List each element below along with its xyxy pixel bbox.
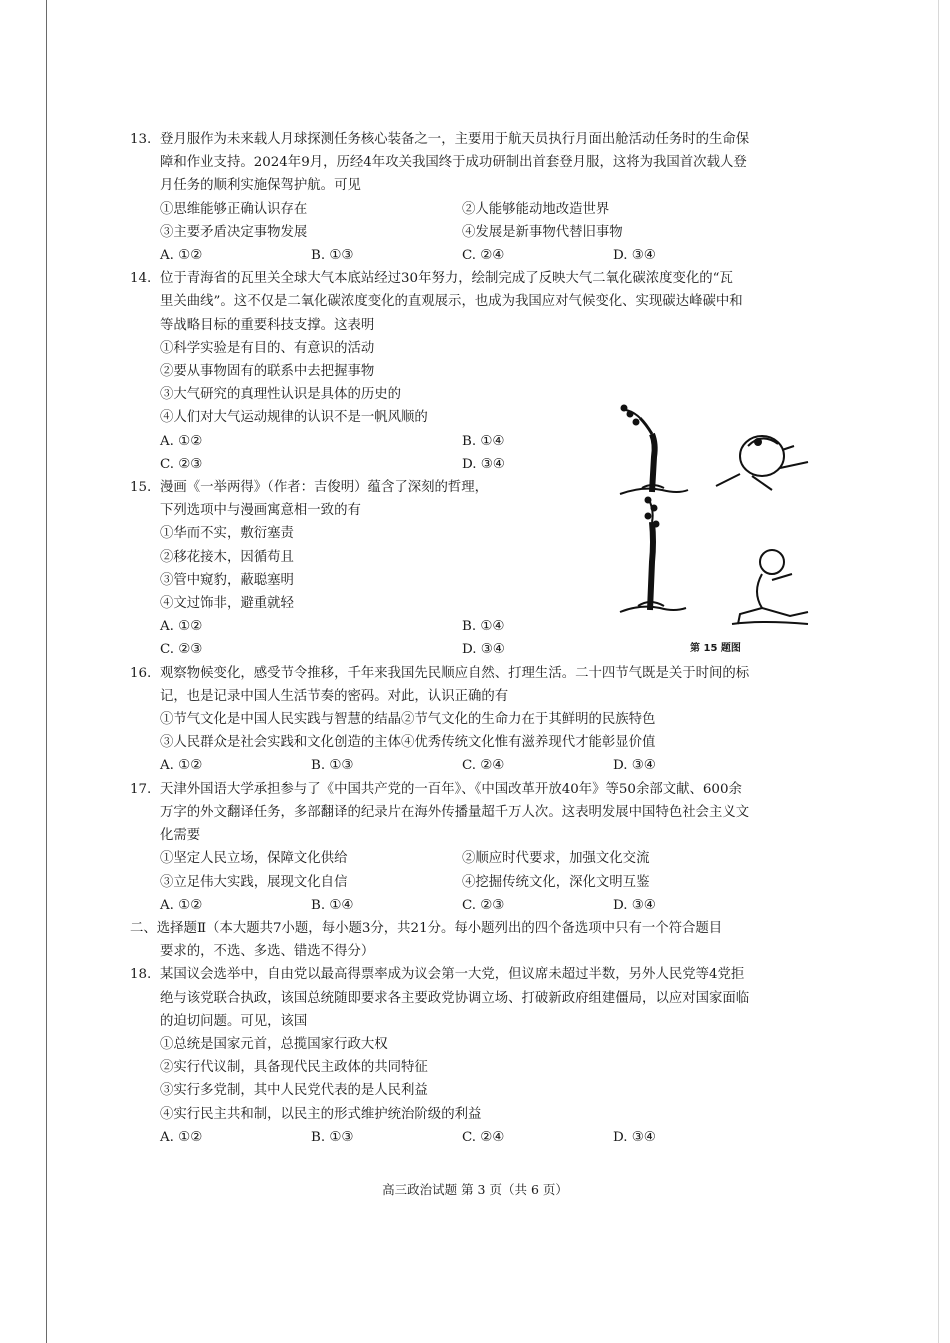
question-stem-line: 漫画《一举两得》（作者：吉俊明）蕴含了深刻的哲理， [160, 480, 489, 496]
question-18 [130, 963, 830, 1149]
option-item: ④文过饰非，避重就轻 [160, 596, 294, 612]
answer-choice: C. ②④ [462, 758, 505, 774]
question-stem-line: 天津外国语大学承担参与了《中国共产党的一百年》、《中国改革开放40年》等50余部文献、600余 [160, 781, 742, 797]
section-heading-line: 要求的，不选、多选、错选不得分） [160, 944, 375, 960]
option-item: ③立足伟大实践，展现文化自信 [160, 874, 348, 890]
option-item: ④实行民主共和制，以民主的形式维护统治阶级的利益 [160, 1106, 482, 1122]
page-footer: 高三政治试题 第 3 页（共 6 页） [382, 1182, 568, 1197]
answer-choice: A. ①② [160, 758, 203, 774]
option-item: ②实行代议制，具备现代民主政体的共同特征 [160, 1060, 428, 1076]
page-edge-line [938, 0, 939, 1343]
option-item: ①坚定人民立场，保障文化供给 [160, 851, 348, 867]
option-item: ③大气研究的真理性认识是具体的历史的 [160, 387, 402, 403]
leaping-person-illustration [716, 436, 808, 490]
question-stem-line: 登月服作为未来载人月球探测任务核心装备之一，主要用于航天员执行月面出舱活动任务时的生命保 [160, 132, 750, 147]
option-item: ③实行多党制，其中人民党代表的是人民利益 [160, 1083, 428, 1099]
answer-choice: B. ①④ [462, 433, 505, 449]
answer-choice: D. ③④ [613, 897, 656, 913]
option-item: ④发展是新事物代替旧事物 [462, 224, 623, 240]
question-16 [130, 662, 830, 778]
answer-choices [160, 894, 830, 917]
option-list [160, 198, 830, 244]
option-item: ①科学实验是有目的、有意识的活动 [160, 340, 375, 356]
answer-choice: A. ①② [160, 433, 203, 449]
answer-choice: B. ①③ [311, 248, 354, 264]
answer-choice: B. ①④ [311, 897, 354, 913]
question-17 [130, 778, 830, 917]
question-number: 18. [130, 967, 152, 983]
question-stem-line: 观察物候变化，感受节令推移，千年来我国先民顺应自然、打理生活。二十四节气既是关于时间的标 [160, 665, 750, 681]
figure-caption: 第 15 题图 [690, 643, 741, 654]
answer-choice: C. ②④ [462, 1129, 505, 1145]
question-stem-line: 绝与该党联合执政，该国总统随即要求各主要政党协调立场、打破新政府组建僵局，以应对国家面临 [160, 990, 750, 1006]
question-stem-line: 位于青海省的瓦里关全球大气本底站经过30年努力，绘制完成了反映大气二氧化碳浓度变化的“瓦 [160, 271, 733, 287]
option-item: ①总统是国家元首，总揽国家行政大权 [160, 1036, 388, 1052]
question-stem-line: 的迫切问题。可见，该国 [160, 1013, 308, 1029]
option-item: ②要从事物固有的联系中去把握事物 [160, 364, 375, 380]
question-stem-line: 下列选项中与漫画寓意相一致的有 [160, 503, 361, 519]
option-item: ②顺应时代要求，加强文化交流 [462, 851, 650, 867]
question-number: 17. [130, 781, 152, 797]
question-stem-line: 万字的外文翻译任务，多部翻译的纪录片在海外传播量超千万人次。这表明发展中国特色社会主义文 [160, 804, 750, 820]
question-number: 15. [130, 480, 152, 496]
answer-choice: D. ③④ [462, 642, 505, 658]
tree-top-illustration [620, 406, 688, 495]
answer-choice: C. ②③ [160, 642, 203, 658]
option-item: ②移花接木，因循苟且 [160, 549, 294, 565]
option-item: ④挖掘传统文化，深化文明互鉴 [462, 874, 650, 890]
question-number: 14. [130, 271, 152, 287]
option-item: ②人能够能动地改造世界 [462, 201, 610, 217]
question-number: 16. [130, 665, 152, 681]
option-item: ④人们对大气运动规律的认识不是一帆风顺的 [160, 410, 428, 426]
question-stem-line: 障和作业支持。2024年9月，历经4年攻关我国终于成功研制出首套登月服，这将为我国首次载人登 [160, 155, 747, 171]
section-heading-line: 二、选择题Ⅱ（本大题共7小题，每小题3分，共21分。每小题列出的四个备选项中只有一个符合题目 [130, 920, 723, 936]
question-stem-line: 里关曲线”。这不仅是二氧化碳浓度变化的直观展示，也成为我国应对气候变化、实现碳达峰碳中和 [160, 294, 743, 310]
kneeling-person-illustration [732, 550, 808, 624]
answer-choice: A. ①② [160, 1129, 203, 1145]
question-number: 13. [130, 132, 152, 147]
answer-choice: D. ③④ [613, 1129, 656, 1145]
option-list [160, 847, 830, 893]
answer-choice: B. ①③ [311, 758, 354, 774]
answer-choice: A. ①② [160, 897, 203, 913]
answer-choices [160, 1126, 830, 1149]
answer-choice: A. ①② [160, 619, 203, 635]
question-stem-line: 某国议会选举中，自由党以最高得票率成为议会第一大党，但议席未超过半数，另外人民党等4党拒 [160, 967, 745, 983]
answer-choice: C. ②③ [462, 897, 505, 913]
answer-choices [160, 754, 830, 777]
option-item: ①华而不实，敷衍塞责 [160, 526, 294, 542]
answer-choices [160, 244, 830, 267]
question-stem-line: 月任务的顺利实施保驾护航。可见 [160, 178, 361, 194]
answer-choice: D. ③④ [613, 758, 656, 774]
question-stem-line: 化需要 [160, 828, 201, 844]
question-stem-line: 记，也是记录中国人生活节奏的密码。对此，认识正确的有 [160, 688, 509, 704]
option-item: ①节气文化是中国人民实践与智慧的结晶②节气文化的生命力在于其鲜明的民族特色 [160, 712, 656, 728]
question-13 [130, 128, 830, 267]
answer-choice: D. ③④ [462, 456, 505, 472]
tree-bottom-illustration [620, 498, 686, 613]
answer-choice: A. ①② [160, 248, 203, 264]
answer-choice: D. ③④ [613, 248, 656, 264]
answer-choice: B. ①④ [462, 619, 505, 635]
section-heading [130, 917, 830, 963]
binding-line [46, 0, 47, 1343]
question-stem-line: 等战略目标的重要科技支撑。这表明 [160, 317, 375, 333]
cartoon-illustration [612, 402, 817, 664]
answer-choice: B. ①③ [311, 1129, 354, 1145]
option-item: ③人民群众是社会实践和文化创造的主体④优秀传统文化惟有滋养现代才能彰显价值 [160, 735, 656, 751]
cartoon-figure [612, 402, 817, 664]
option-item: ③管中窥豹，蔽聪塞明 [160, 572, 294, 588]
option-item: ③主要矛盾决定事物发展 [160, 224, 308, 240]
option-item: ①思维能够正确认识存在 [160, 201, 308, 217]
answer-choice: C. ②③ [160, 456, 203, 472]
answer-choice: C. ②④ [462, 248, 505, 264]
